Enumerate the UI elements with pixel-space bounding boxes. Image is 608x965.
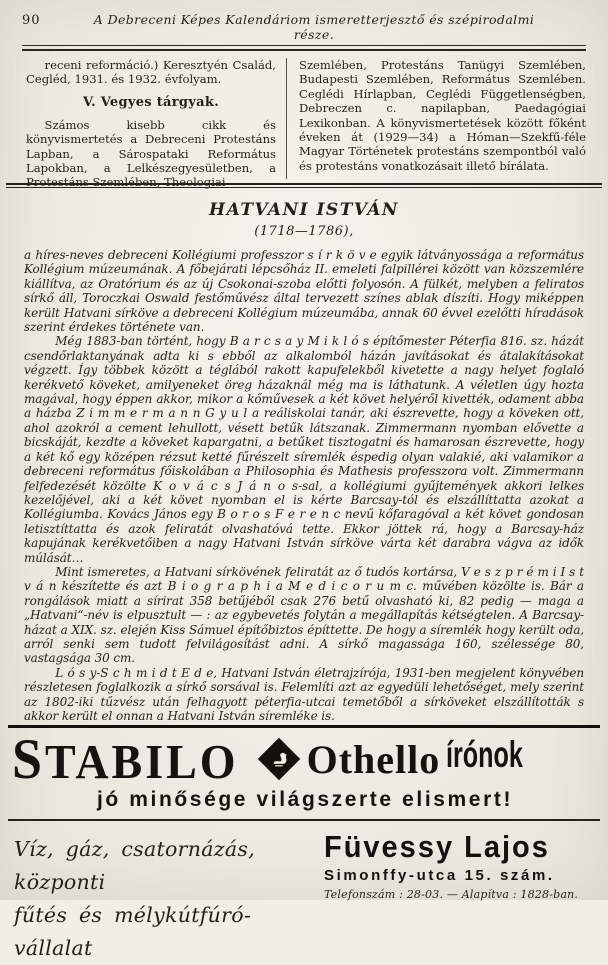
page-header [0,0,608,51]
page-number: 90 [22,13,41,28]
swan-icon [267,747,291,771]
fuvessy-ad [320,831,594,964]
article-paragraph: a híres-neves debreceni Kollégiumi professzor s í r k ö v e egyik látványossága a református Kollégium múzeumának. A főbejárati lépcsőház II. emeleti falpillérei között van közszemlére kiállítva, az Oratórium és az új Csokonai-szoba előtti folyosón. A fülkét, melyben a feliratos sírkő áll, Toroczkai Oswald festőművész által tervezett színes ablak díszíti. Hogy miképpen került Hatvani sírköve a debreceni Kollégium múzeumába, annak 60 évvel ezelőtti híradások szerint érdekes története van. [24,248,584,335]
continuation-paragraph: receni reformáció.) Keresztyén Család, Cegléd, 1931. és 1932. évfolyam. [26,58,276,87]
header-rule-thin [22,45,586,46]
section-divider-rule-thick [6,183,602,185]
right-column [287,58,586,179]
stabilo-product-text: Othello [306,736,441,782]
plumber-ad-line2: fűtés és mélykútfúró-vállalat [14,903,252,960]
article-paragraph: Még 1883-ban történt, hogy B a r c s a y M i k l ó s építőmester Péterfia 816. sz. házát csendőrlaktanyának adta ki s ebből az alkalomból házán javításokat és átalakításokat végzett. Így többek között a téglából rakott kapufelekből kivetette a nagy helyet foglaló kerékvető köveket, amilyeneket öreg házaknál még ma is láthatunk. A véletlen úgy hozta magával, hogy éppen akkor, mikor a kőművesek a két követ helyéről kivették, odament abba a házba Z i m m e r m a n n G y u l a reáliskolai tanár, aki észrevette, hogy a köveken ott, ahol azokról a cement lehullott, vésett betűk látszanak. Zimmermann nyomban elővette a bicskáját, kezdte a köveket kapargatni, a betűket tisztogatni és hamarosan észrevette, hogy a két kő egy középen rézsut ketté fűrészelt síremlék éspedig olyan valakié, aki valamikor a debreceni református főiskolában a Philosophia és Mathesis professzora volt. Zimmermann felfedezését közölte K o v á c s J á n o s-sal, a kollégiumi gyűjtemények akkori lelkes kezelőjével, aki a két követ nyomban el is kérte Barcsay-tól és elszállíttatta azokat a Kollégiumba. Kovács János egy B o r o s F e r e n c nevű kőfaragóval a két követ gondosan letisztíttatta és azok feliratát olvashatóvá tette. Ekkor jöttek rá, hogy a Barcsay-ház kapujának kerékvetőiben a nagy Hatvani István sírköve várta két darabra vágva az idők múlását… [24,334,584,565]
article [0,188,608,725]
bottom-ads-row [0,821,608,964]
stabilo-product-suffix: írónok [446,734,524,776]
fuvessy-name: Füvessy Lajos [324,831,550,866]
left-column-paragraph: Számos kisebb cikk és könyvismertetés a Debreceni Protestáns Lapban, a Sárospataki Református Lapokban, a Lelkészegyesületben, a Protestáns Szemlében, Theologiai [26,117,276,190]
plumber-ad-line1: Víz, gáz, csatornázás, központi [14,837,256,895]
plumber-ad [14,831,320,964]
swan-diamond-logo [253,744,305,774]
article-body [24,248,584,723]
article-title: HATVANI ISTVÁN [209,200,399,220]
stabilo-brand-text: STABILO [12,727,239,792]
stabilo-ad [0,728,608,814]
article-subtitle: (1718—1786), [254,224,354,239]
article-paragraph: Mint ismeretes, a Hatvani sírkövének feliratát az ő tudós kortársa, V e s z p r é m i I s t v á n készítette és azt B i o g r a p h i a M e d i c o r u m c. művében közölte is. Bár a rongálások miatt a sírirat 358 betűjéből csak 276 betű olvasható ki, 82 pedig — maga a „Hatvani“-név is elpusztult — : az egybevetés folytán a megállapítás kétségtelen. A Barcsay-házat a XIX. sz. elején Kiss Sámuel építőbiztos építtette. De hogy a síremlék hogy került oda, arról senki sem tudott felvilágosítást adni. A sírkő magassága 160, szélessége 80, vastagsága 30 cm. [24,564,584,666]
right-column-paragraph: Szemlében, Protestáns Tanügyi Szemlében, Budapesti Szemlében, Református Szemlében. Ceglédi Hírlapban, Ceglédi Függetlenségben, Debreczen c. napilapban, Paedagógiai Lexikonban. A könyvismertetések között főként éveken át (1929—34) a Hóman—Szekfű-féle Magyar Történetek protestáns szempontból való és protestáns vonatkozásait illető bírálata. [299,58,586,173]
stabilo-slogan: jó minősége világszerte elismert! [96,788,514,812]
two-column-section [0,51,608,190]
running-title: A Debreceni Képes Kalendáriom ismeretterjesztő és szépirodalmi része. [93,12,535,42]
left-column [26,58,286,190]
fuvessy-details: Telefonszám : 28-03. — Alapítva : 1828-ban. [324,888,579,902]
fuvessy-address: Simonffy-utca 15. szám. [324,867,555,885]
article-paragraph: L ó s y-S c h m i d t E d e, Hatvani István életrajzírója, 1931-ben megjelent könyvében részletesen foglalkozik a sírkő sorsával is. Felemlíti azt az egyedüli lehetőséget, mely szerint az 1802-iki tűzvész után felhagyott péterfia-utcai temetőből a sírköveket elszállították s akkor került el onnan a Hatvani István síremléke is. [24,665,584,723]
section-heading: V. Vegyes tárgyak. [82,94,220,110]
